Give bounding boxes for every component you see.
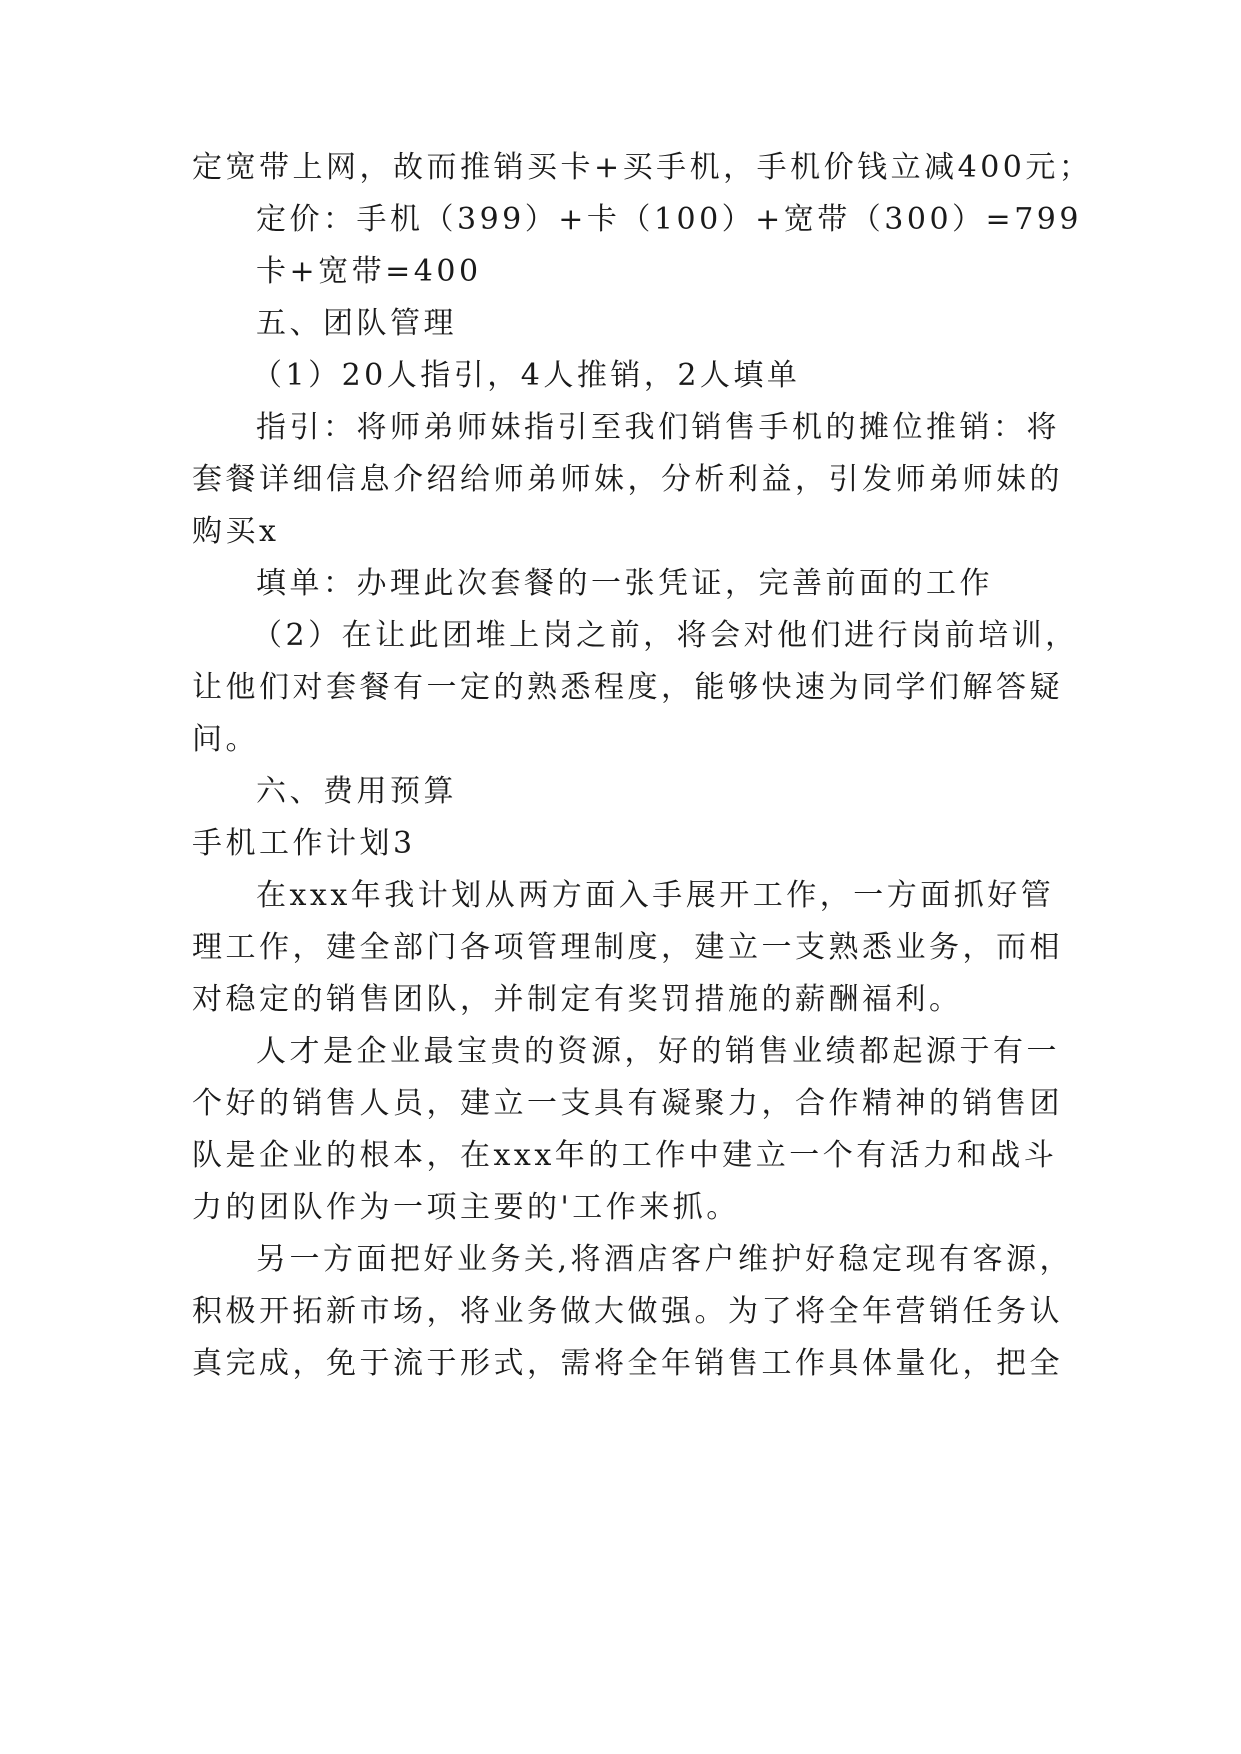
text-line: 力的团队作为一项主要的'工作来抓。: [192, 1190, 740, 1225]
text-line: 填单：办理此次套餐的一张凭证，完善前面的工作: [256, 566, 993, 601]
text-line: 理工作，建全部门各项管理制度，建立一支熟悉业务，而相: [192, 930, 1063, 965]
text-line: 对稳定的销售团队，并制定有奖罚措施的薪酬福利。: [192, 982, 963, 1017]
text-line: 让他们对套餐有一定的熟悉程度，能够快速为同学们解答疑: [192, 670, 1063, 705]
text-line: （1）20人指引，4人推销，2人填单: [252, 358, 801, 393]
text-line: 套餐详细信息介绍给师弟师妹，分析利益，引发师弟师妹的: [192, 462, 1063, 497]
section-heading: 六、费用预算: [256, 774, 457, 809]
text-line: 真完成，免于流于形式，需将全年销售工作具体量化，把全: [192, 1346, 1063, 1381]
text-line: 个好的销售人员，建立一支具有凝聚力，合作精神的销售团: [192, 1086, 1063, 1121]
text-line: （2）在让此团堆上岗之前，将会对他们进行岗前培训，: [252, 618, 1079, 653]
document-title: 手机工作计划3: [192, 826, 416, 861]
text-line: 积极开拓新市场，将业务做大做强。为了将全年营销任务认: [192, 1294, 1063, 1329]
text-line: 定价：手机（399）+卡（100）+宽带（300）=799: [256, 202, 1082, 237]
text-line: 另一方面把好业务关,将酒店客户维护好稳定现有客源，: [256, 1242, 1074, 1277]
text-line: 购买x: [192, 514, 280, 549]
text-line: 问。: [192, 722, 259, 757]
text-line: 在xxx年我计划从两方面入手展开工作，一方面抓好管: [256, 878, 1055, 913]
text-line: 定宽带上网，故而推销买卡+买手机，手机价钱立减400元；: [192, 150, 1093, 185]
section-heading: 五、团队管理: [256, 306, 457, 341]
text-line: 人才是企业最宝贵的资源，好的销售业绩都起源于有一: [256, 1034, 1060, 1069]
text-line: 卡+宽带=400: [256, 254, 482, 289]
text-line: 指引：将师弟师妹指引至我们销售手机的摊位推销：将: [256, 410, 1060, 445]
text-line: 队是企业的根本，在xxx年的工作中建立一个有活力和战斗: [192, 1138, 1058, 1173]
